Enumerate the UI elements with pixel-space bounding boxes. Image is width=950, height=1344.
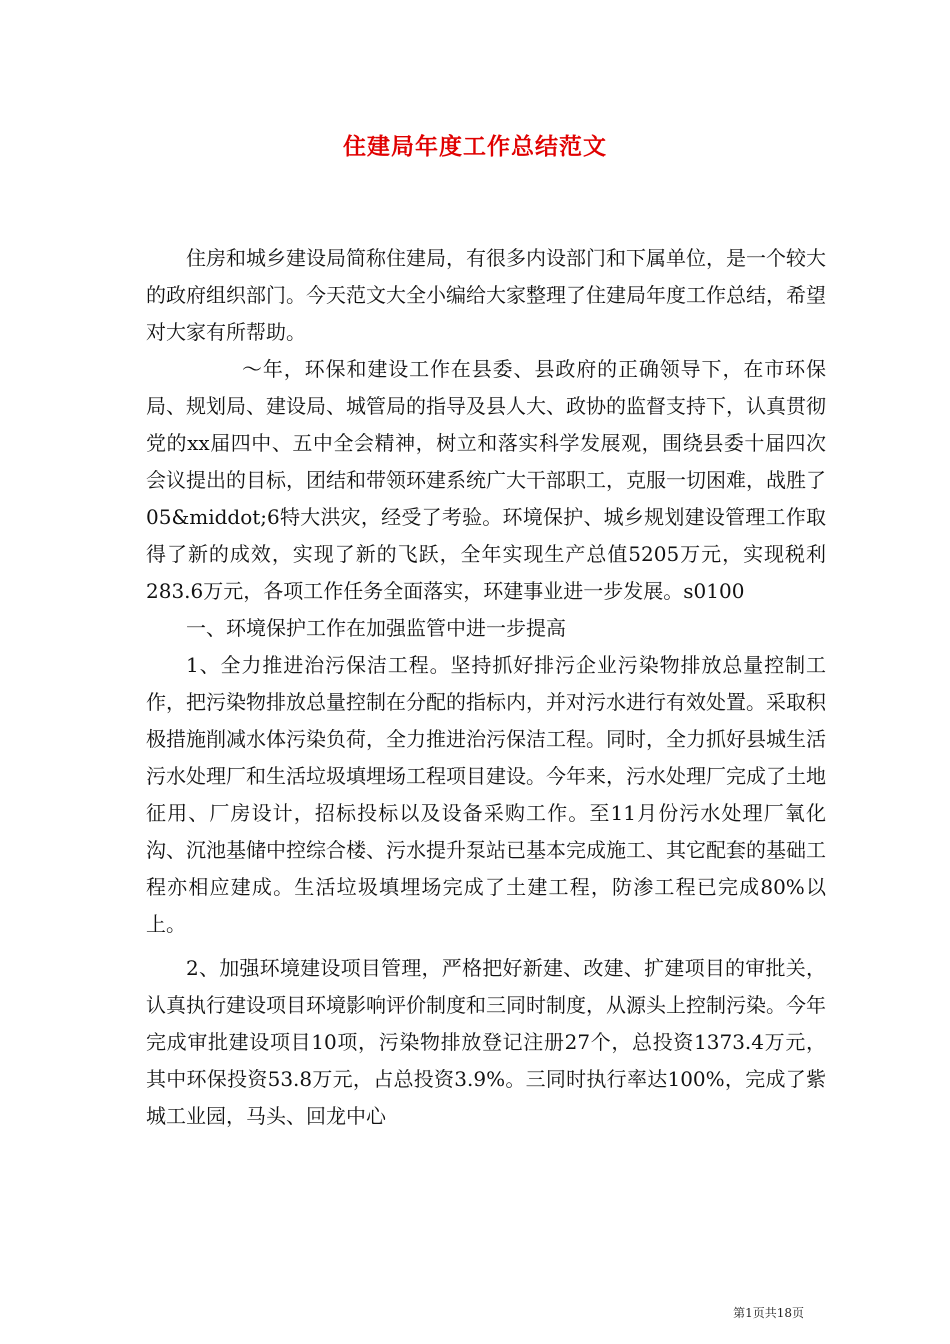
- paragraph-intro: 住房和城乡建设局简称住建局，有很多内设部门和下属单位，是一个较大的政府组织部门。今天范文大全小编给大家整理了住建局年度工作总结，希望对大家有所帮助。: [146, 246, 826, 344]
- document-body: [146, 240, 826, 1135]
- section-heading: 一、环境保护工作在加强监管中进一步提高: [186, 616, 566, 640]
- page-title: 住建局年度工作总结范文: [343, 134, 607, 160]
- paragraph-item-2: 2、加强环境建设项目管理，严格把好新建、改建、扩建项目的审批关，认真执行建设项目环境影响评价制度和三同时制度，从源头上控制污染。今年完成审批建设项目10项，污染物排放登记注册27个，总投资1373.4万元，其中环保投资53.8万元，占总投资3.9%。三同时执行率达100%，完成了紫城工业园，马头、回龙中心: [146, 956, 826, 1128]
- page-number-footer: 第1页共18页: [733, 1306, 804, 1320]
- paragraph-item-1: 1、全力推进治污保洁工程。坚持抓好排污企业污染物排放总量控制工作，把污染物排放总量控制在分配的指标内，并对污水进行有效处置。采取积极措施削减水体污染负荷，全力推进治污保洁工程。同时，全力抓好县城生活污水处理厂和生活垃圾填埋场工程项目建设。今年来，污水处理厂完成了土地征用、厂房设计，招标投标以及设备采购工作。至11月份污水处理厂氧化沟、沉池基储中控综合楼、污水提升泵站已基本完成施工、其它配套的基础工程亦相应建成。生活垃圾填埋场完成了土建工程，防渗工程已完成80%以上。: [146, 653, 826, 936]
- paragraph-overview: ～年，环保和建设工作在县委、县政府的正确领导下，在市环保局、规划局、建设局、城管局的指导及县人大、政协的监督支持下，认真贯彻党的xx届四中、五中全会精神，树立和落实科学发展观，围绕县委十届四次会议提出的目标，团结和带领环建系统广大干部职工，克服一切困难，战胜了05&middot;6特大洪灾，经受了考验。环境保护、城乡规划建设管理工作取得了新的成效，实现了新的飞跃，全年实现生产总值5205万元，实现税利283.6万元，各项工作任务全面落实，环建事业进一步发展。s0100: [146, 357, 826, 603]
